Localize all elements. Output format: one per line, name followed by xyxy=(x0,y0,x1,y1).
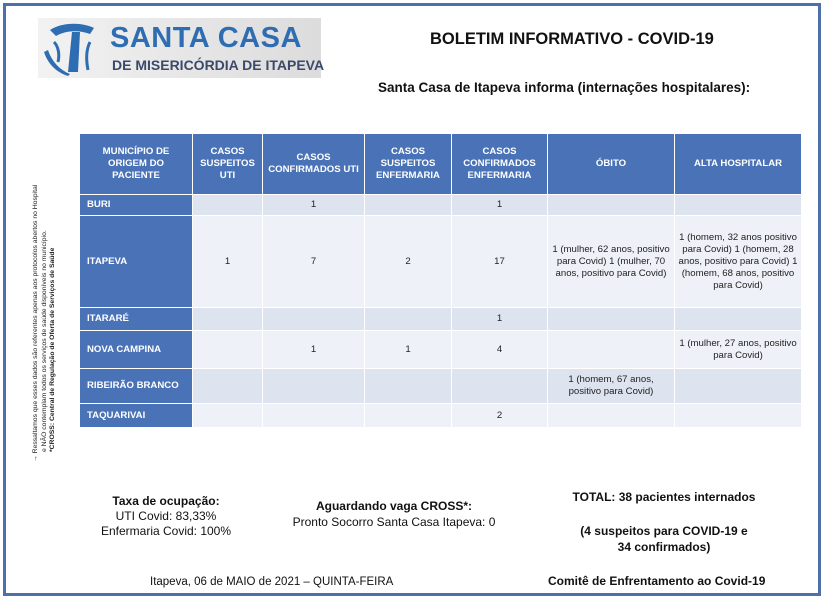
side-note-line1: → Ressaltamos que esses dados são referentes apenas aos protocolos abertos no Hospital xyxy=(32,184,39,462)
cell-obito: 1 (homem, 67 anos, positivo para Covid) xyxy=(548,369,675,404)
cell-confirmados-uti xyxy=(263,369,365,404)
table-row xyxy=(80,404,802,428)
santa-casa-emblem-icon xyxy=(42,20,100,78)
total-detail-line2: 34 confirmados) xyxy=(617,540,711,554)
cell-alta xyxy=(675,369,802,404)
bulletin-subtitle: Santa Casa de Itapeva informa (internações hospitalares): xyxy=(378,80,751,95)
cell-confirmados-enfermaria: 17 xyxy=(452,216,548,308)
logo-title: SANTA CASA xyxy=(110,22,302,54)
cell-suspeitos-enfermaria xyxy=(365,404,452,428)
occupancy-title: Taxa de ocupação: xyxy=(112,494,220,508)
cell-suspeitos-uti xyxy=(193,404,263,428)
cell-municipio: TAQUARIVAI xyxy=(80,404,193,428)
col-header-obito: ÓBITO xyxy=(548,134,675,195)
cell-confirmados-uti: 1 xyxy=(263,195,365,216)
cell-municipio: BURI xyxy=(80,195,193,216)
footer-committee: Comitê de Enfrentamento ao Covid-19 xyxy=(548,574,766,588)
bulletin-title: BOLETIM INFORMATIVO - COVID-19 xyxy=(430,30,714,48)
table-header-row xyxy=(80,134,802,195)
cell-suspeitos-enfermaria: 2 xyxy=(365,216,452,308)
side-note-line2: e NÃO contemplam todos os serviços de saúde disponíveis no município. xyxy=(40,230,48,452)
waiting-value: Pronto Socorro Santa Casa Itapeva: 0 xyxy=(292,515,496,529)
cell-confirmados-enfermaria: 1 xyxy=(452,195,548,216)
side-note xyxy=(32,132,58,462)
col-header-alta: ALTA HOSPITALAR xyxy=(675,134,802,195)
santa-casa-logo xyxy=(38,18,325,78)
side-note-line3: *CROSS: Central de Regulação de Oferta de Serviços de Saúde xyxy=(49,247,56,452)
cell-municipio: ITAPEVA xyxy=(80,216,193,308)
cell-confirmados-enfermaria: 4 xyxy=(452,331,548,369)
waiting-title: Aguardando vaga CROSS*: xyxy=(315,499,473,513)
cell-suspeitos-uti xyxy=(193,195,263,216)
col-header-confirmados-uti: CASOS CONFIRMADOS UTI xyxy=(263,134,365,195)
hospitalizations-table xyxy=(79,133,802,428)
cell-suspeitos-uti: 1 xyxy=(193,216,263,308)
cell-alta xyxy=(675,404,802,428)
cell-obito: 1 (mulher, 62 anos, positivo para Covid) 1 (mulher, 70 anos, positivo para Covid) xyxy=(548,216,675,308)
bulletin-frame xyxy=(3,3,821,596)
col-header-suspeitos-uti: CASOS SUSPEITOS UTI xyxy=(193,134,263,195)
occupancy-enfermaria: Enfermaria Covid: 100% xyxy=(100,524,232,538)
table-row xyxy=(80,308,802,331)
cell-suspeitos-uti xyxy=(193,369,263,404)
cell-confirmados-uti: 7 xyxy=(263,216,365,308)
cell-suspeitos-uti xyxy=(193,308,263,331)
col-header-confirmados-enfermaria: CASOS CONFIRMADOS ENFERMARIA xyxy=(452,134,548,195)
col-header-suspeitos-enfermaria: CASOS SUSPEITOS ENFERMARIA xyxy=(365,134,452,195)
logo-subtitle: DE MISERICÓRDIA DE ITAPEVA xyxy=(112,57,325,73)
cell-municipio: RIBEIRÃO BRANCO xyxy=(80,369,193,404)
cell-obito xyxy=(548,195,675,216)
occupancy-uti: UTI Covid: 83,33% xyxy=(115,509,217,523)
table-row xyxy=(80,369,802,404)
table-row xyxy=(80,195,802,216)
cell-suspeitos-enfermaria xyxy=(365,308,452,331)
cell-alta xyxy=(675,195,802,216)
cell-municipio: ITARARÉ xyxy=(80,308,193,331)
total-detail-line1: (4 suspeitos para COVID-19 e xyxy=(580,524,748,538)
total-title: TOTAL: 38 pacientes internados xyxy=(572,490,756,504)
cell-obito xyxy=(548,331,675,369)
col-header-municipio: MUNICÍPIO DE ORIGEM DO PACIENTE xyxy=(80,134,193,195)
cell-confirmados-uti: 1 xyxy=(263,331,365,369)
cell-confirmados-enfermaria: 1 xyxy=(452,308,548,331)
cell-obito xyxy=(548,308,675,331)
cell-obito xyxy=(548,404,675,428)
cell-suspeitos-enfermaria xyxy=(365,369,452,404)
cell-alta: 1 (homem, 32 anos positivo para Covid) 1 (homem, 28 anos, positivo para Covid) 1 (homem, 68 anos, positivo para Covid) xyxy=(675,216,802,308)
cell-municipio: NOVA CAMPINA xyxy=(80,331,193,369)
cell-suspeitos-uti xyxy=(193,331,263,369)
cell-alta: 1 (mulher, 27 anos, positivo para Covid) xyxy=(675,331,802,369)
cell-confirmados-uti xyxy=(263,308,365,331)
cell-suspeitos-enfermaria xyxy=(365,195,452,216)
table-row xyxy=(80,331,802,369)
cell-confirmados-enfermaria xyxy=(452,369,548,404)
total-detail xyxy=(554,523,774,555)
cell-confirmados-enfermaria: 2 xyxy=(452,404,548,428)
waiting-block xyxy=(284,498,504,530)
occupancy-block xyxy=(86,494,246,539)
cell-suspeitos-enfermaria: 1 xyxy=(365,331,452,369)
cell-confirmados-uti xyxy=(263,404,365,428)
cell-alta xyxy=(675,308,802,331)
footer-date: Itapeva, 06 de MAIO de 2021 – QUINTA-FEIRA xyxy=(150,576,394,588)
table-row xyxy=(80,216,802,308)
